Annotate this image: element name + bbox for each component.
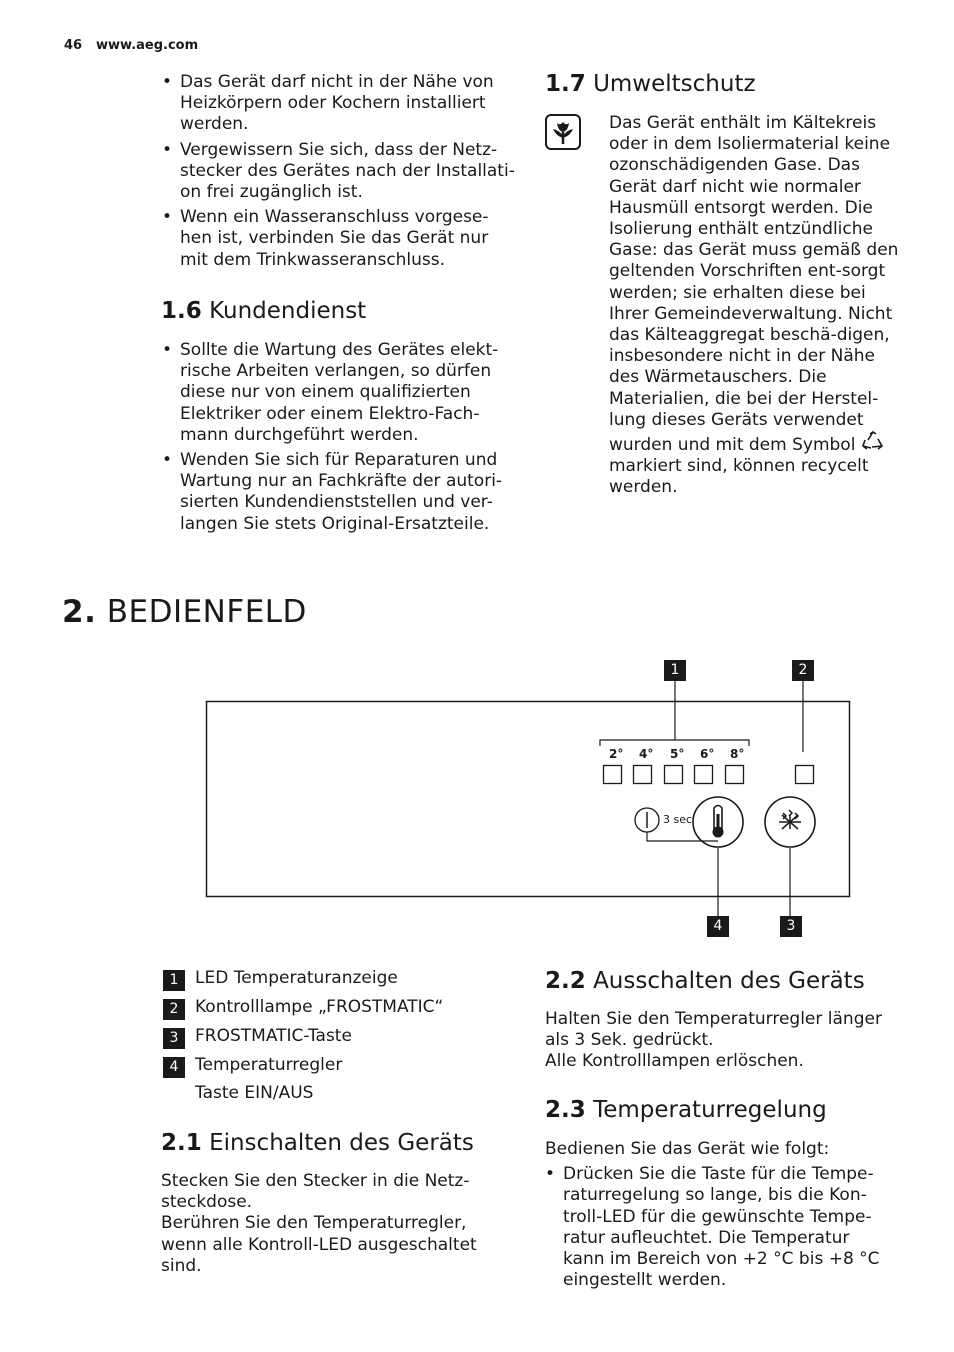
- environment-text: [609, 113, 899, 499]
- hold-bracket: [647, 832, 718, 841]
- legend-text: LED Temperaturanzeige: [195, 968, 398, 988]
- paragraph: Berühren Sie den Temperaturregler, wenn alle Kontroll-LED ausgeschaltet sind.: [161, 1213, 477, 1276]
- switch-off-text: [545, 1009, 900, 1073]
- led-5: [665, 766, 683, 784]
- hold-duration-label: 3 sec: [663, 813, 693, 826]
- list-item: • Das Gerät darf nicht in der Nähe von Heizkörpern oder Kochern installiert werden.: [162, 72, 517, 136]
- panel-frame: [207, 702, 850, 897]
- chapter-number: 2.: [62, 594, 97, 630]
- section-title: Einschalten des Geräts: [209, 1130, 474, 1156]
- section-number: 1.7: [545, 71, 586, 97]
- section-number: 2.1: [161, 1130, 202, 1156]
- section-heading-2-2: [545, 967, 865, 995]
- led-2: [604, 766, 622, 784]
- paragraph: Stecken Sie den Stecker in die Netz-steckdose.: [161, 1171, 470, 1213]
- frostmatic-icon: [765, 797, 815, 847]
- legend-number: 1: [163, 970, 185, 991]
- list-item: • Wenden Sie sich für Reparaturen und Wartung nur an Fachkräfte der autori-sierten Kundendienststellen und ver-langen Sie stets Original-Ersatzteile.: [162, 450, 517, 535]
- paragraph: Bedienen Sie das Gerät wie folgt:: [545, 1139, 830, 1159]
- legend-text: Temperaturregler: [195, 1055, 343, 1075]
- environment-text-part1: Das Gerät enthält im Kältekreis oder in dem Isoliermaterial keine ozonschädigenden Gase. Das Gerät darf nicht wie normaler Hausmüll entsorgt werden. Die Isolierung enthält entzündliche Gase: das Gerät muss gemäß den geltenden Vorschriften ent-sorgt werden; sie erhalten diese bei Ihrer Gemeindeverwaltung. Nicht das Kälteaggregat beschä-digen, insbesondere nicht in der Nähe des Wärmetauschers. Die Materialien, die bei der Herstel-lung dieses Geräts verwendet wurden und mit dem Symbol: [609, 113, 899, 456]
- callout-3: 3: [780, 916, 802, 937]
- section-title: Temperaturregelung: [593, 1097, 827, 1123]
- section-title: Kundendienst: [209, 298, 367, 324]
- section-number: 2.2: [545, 968, 586, 994]
- temp-label: 5°: [670, 747, 685, 761]
- callout-2: 2: [792, 660, 814, 681]
- page-number: 46: [64, 38, 83, 53]
- temperature-control-text: [545, 1139, 885, 1295]
- led-6: [695, 766, 713, 784]
- chapter-heading-2: [62, 594, 307, 630]
- led-8: [726, 766, 744, 784]
- legend-text: Taste EIN/AUS: [195, 1083, 314, 1103]
- legend-number: 4: [163, 1057, 185, 1078]
- temp-label: 6°: [700, 747, 715, 761]
- section-number: 2.3: [545, 1097, 586, 1123]
- led-bracket: [600, 740, 749, 746]
- section-heading-2-1: [161, 1129, 474, 1157]
- list-item: • Vergewissern Sie sich, dass der Netz-stecker des Gerätes nach der Installati-on frei zugänglich ist.: [162, 140, 517, 204]
- callout-1: 1: [664, 660, 686, 681]
- led-frostmatic: [796, 766, 814, 784]
- thermometer-icon: [693, 797, 743, 847]
- header-url: www.aeg.com: [96, 38, 199, 53]
- list-item: • Drücken Sie die Taste für die Tempe-raturregelung so lange, bis die Kon-troll-LED für die gewünschte Tempe-ratur aufleuchtet. Die Temperatur kann im Bereich von +2 °C bis +8 °C eingestellt werden.: [545, 1164, 885, 1291]
- temp-label: 4°: [639, 747, 654, 761]
- list-item: • Sollte die Wartung des Gerätes elekt-rische Arbeiten verlangen, so dürfen diese nur von einem qualifizierten Elektriker oder einem Elektro-Fach-mann durchgeführt werden.: [162, 340, 517, 446]
- legend-text: FROSTMATIC-Taste: [195, 1026, 352, 1046]
- legend-number: 2: [163, 999, 185, 1020]
- paragraph: Halten Sie den Temperaturregler länger als 3 Sek. gedrückt.: [545, 1009, 882, 1051]
- section-number: 1.6: [161, 298, 202, 324]
- environment-tulip-icon: [545, 114, 581, 150]
- paragraph: Alle Kontrolllampen erlöschen.: [545, 1051, 804, 1072]
- led-4: [634, 766, 652, 784]
- service-notes: [162, 340, 517, 539]
- switch-on-text: [161, 1171, 491, 1277]
- installation-notes: [162, 72, 517, 275]
- section-heading-2-3: [545, 1096, 827, 1124]
- section-title: Umweltschutz: [593, 71, 756, 97]
- chapter-title: BEDIENFELD: [106, 594, 307, 630]
- power-icon: [635, 808, 659, 832]
- legend-text: Kontrolllampe „FROSTMATIC“: [195, 997, 444, 1017]
- section-heading-1-7: [545, 70, 756, 98]
- section-heading-1-6: [161, 297, 366, 325]
- environment-text-part2: markiert sind, können recycelt werden.: [609, 456, 869, 498]
- temp-label: 2°: [609, 747, 624, 761]
- recycle-icon: [861, 431, 885, 453]
- callout-4: 4: [707, 916, 729, 937]
- list-item: • Wenn ein Wasseranschluss vorgese-hen ist, verbinden Sie das Gerät nur mit dem Trinkwasseranschluss.: [162, 207, 517, 271]
- temp-label: 8°: [730, 747, 745, 761]
- legend-number: 3: [163, 1028, 185, 1049]
- section-title: Ausschalten des Geräts: [593, 968, 865, 994]
